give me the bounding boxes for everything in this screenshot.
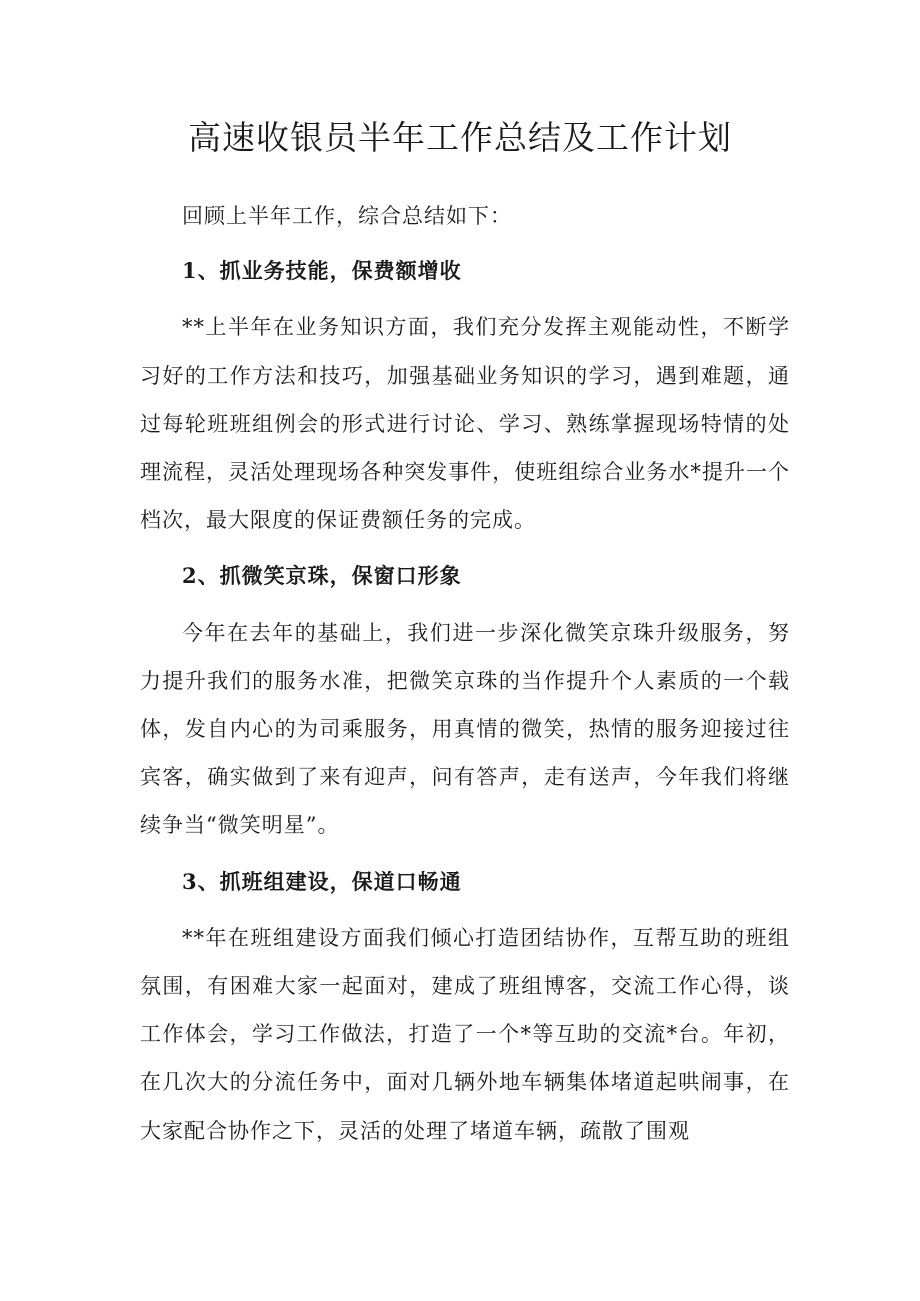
section-heading-2: 2、抓微笑京珠，保窗口形象 — [182, 563, 462, 589]
intro-paragraph: 回顾上半年工作，综合总结如下： — [182, 204, 512, 228]
document-title: 高速收银员半年工作总结及工作计划 — [188, 118, 732, 157]
section-paragraph-1: **上半年在业务知识方面，我们充分发挥主观能动性，不断学习好的工作方法和技巧，加强基础业务知识的学习，遇到难题，通过每轮班班组例会的形式进行讨论、学习、熟练掌握现场特情的处理流程，灵活处理现场各种突发事件，使班组综合业务水*提升一个档次，最大限度的保证费额任务的完成。 — [140, 315, 790, 533]
section-paragraph-3: **年在班组建设方面我们倾心打造团结协作，互帮互助的班组氛围，有困难大家一起面对，建成了班组博客，交流工作心得，谈工作体会，学习工作做法，打造了一个*等互助的交流*台。年初，在几次大的分流任务中，面对几辆外地车辆集体堵道起哄闹事，在大家配合协作之下，灵活的处理了堵道车辆，疏散了围观 — [140, 925, 790, 1143]
document-body — [140, 192, 790, 1163]
section-paragraph-2: 今年在去年的基础上，我们进一步深化微笑京珠升级服务，努力提升我们的服务水准，把微笑京珠的当作提升个人素质的一个载体，发自内心的为司乘服务，用真情的微笑，热情的服务迎接过往宾客，确实做到了来有迎声，问有答声，走有送声，今年我们将继续争当“微笑明星”。 — [140, 620, 790, 838]
section-heading-1: 1、抓业务技能，保费额增收 — [182, 258, 462, 284]
section-heading-3: 3、抓班组建设，保道口畅通 — [182, 868, 462, 894]
